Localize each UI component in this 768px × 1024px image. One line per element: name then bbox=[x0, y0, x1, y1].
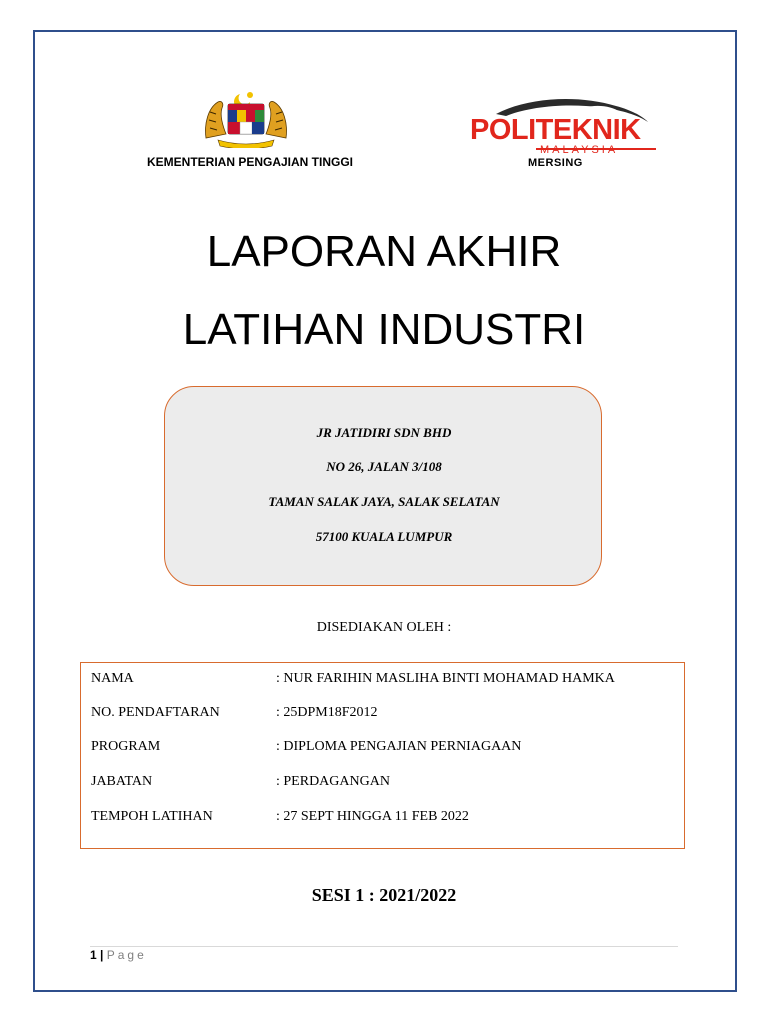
info-value: : NUR FARIHIN MASLIHA BINTI MOHAMAD HAMKA bbox=[276, 671, 615, 686]
session-label: SESI 1 : 2021/2022 bbox=[311, 885, 457, 905]
page-label: Page bbox=[106, 948, 147, 962]
company-postcode-city: 57100 KUALA LUMPUR bbox=[315, 529, 453, 544]
info-label: NAMA bbox=[91, 671, 134, 686]
malaysia-crest-icon bbox=[200, 88, 292, 148]
politeknik-wordmark: POLITEKNIK bbox=[470, 114, 641, 146]
page-footer bbox=[90, 948, 147, 962]
info-label: NO. PENDAFTARAN bbox=[91, 705, 220, 720]
info-label: PROGRAM bbox=[91, 739, 161, 754]
footer-divider bbox=[90, 946, 678, 947]
report-title-line-2: LATIHAN INDUSTRI bbox=[182, 305, 586, 354]
footer-separator: | bbox=[100, 948, 104, 962]
info-label: TEMPOH LATIHAN bbox=[91, 809, 213, 824]
student-info-box bbox=[80, 662, 685, 849]
page-number: 1 bbox=[90, 948, 97, 962]
company-name: JR JATIDIRI SDN BHD bbox=[316, 425, 452, 440]
company-address-box bbox=[164, 386, 602, 586]
report-title-line-1: LAPORAN AKHIR bbox=[206, 227, 562, 276]
company-address-line: TAMAN SALAK JAYA, SALAK SELATAN bbox=[268, 494, 500, 509]
info-value: : DIPLOMA PENGAJIAN PERNIAGAAN bbox=[276, 739, 522, 754]
info-value: : PERDAGANGAN bbox=[276, 774, 390, 789]
info-value: : 25DPM18F2012 bbox=[276, 705, 378, 720]
politeknik-country: MALAYSIA bbox=[540, 144, 619, 156]
prepared-by-label: DISEDIAKAN OLEH : bbox=[316, 620, 452, 635]
company-address-line: NO 26, JALAN 3/108 bbox=[326, 459, 442, 474]
info-value: : 27 SEPT HINGGA 11 FEB 2022 bbox=[276, 809, 469, 824]
ministry-name: KEMENTERIAN PENGAJIAN TINGGI bbox=[146, 155, 353, 169]
info-label: JABATAN bbox=[91, 774, 153, 789]
politeknik-campus: MERSING bbox=[528, 157, 583, 169]
